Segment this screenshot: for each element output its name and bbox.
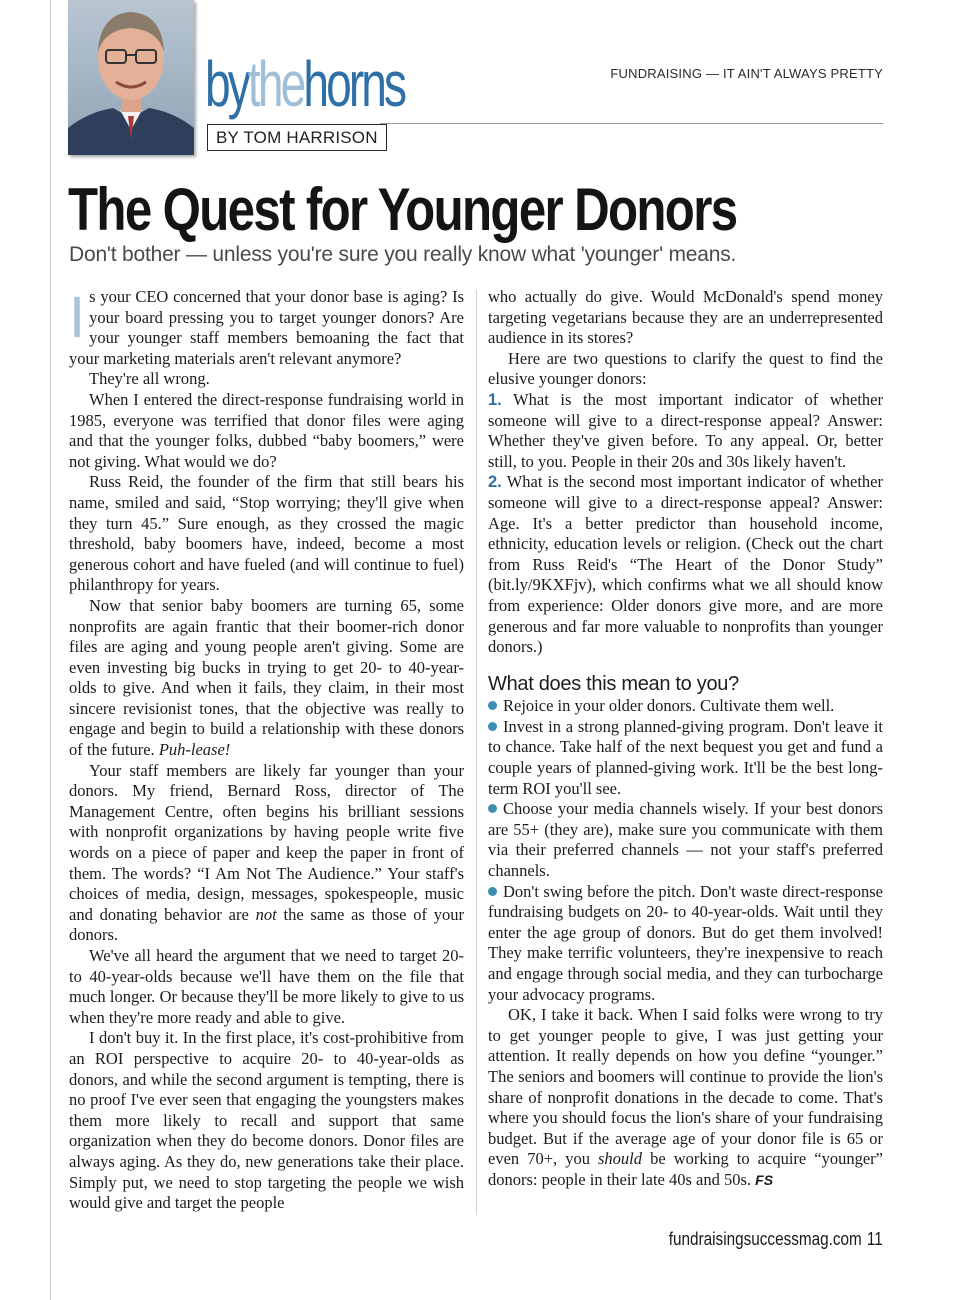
- bullet-dot-icon: [488, 804, 497, 813]
- paragraph: who actually do give. Would McDonald's spend money targeting vegetarians because they are an underrepresented audience in its stores?: [488, 287, 883, 348]
- paragraph: Here are two questions to clarify the quest to find the elusive younger donors:: [488, 348, 883, 389]
- author-portrait-illustration: [68, 0, 194, 155]
- author-photo: [68, 0, 194, 155]
- signoff-mark: FS: [755, 1171, 774, 1188]
- paragraph: We've all heard the argument that we need to target 20- to 40-year-olds because we'll have them on the file that much longer. Or because they'll be more likely to give to us when they're more ready and able to give.: [69, 946, 464, 1027]
- bullet-dot-icon: [488, 701, 497, 710]
- bullet-text: Don't swing before the pitch. Don't waste direct-response fundraising budgets on 20- to 40-year-olds. Wait until they enter the age group of donors. But do get them involved! They make terrific volunteers, they're inexpensive to reach and engage through social media, and they can turbocharge your advocacy programs.: [488, 881, 883, 1004]
- column-name-part-the: the: [247, 48, 304, 120]
- paragraph-text: the same as those of your donors.: [69, 904, 465, 945]
- paragraph: They're all wrong.: [89, 369, 210, 389]
- column-name-logo: [205, 48, 405, 120]
- column-divider: [476, 290, 477, 1215]
- paragraph-text: Your staff members are likely far younger than your donors. My friend, Bernard Ross, director of The Management Centre, often begins his brilliant sessions with nonprofit organizations by having people write five words on a piece of paper and keep the paper in front of them. The words? “I Am Not The Audience.” Your staff's choices of media, design, messages, spokespeople, music and donating behavior are: [69, 760, 464, 924]
- question-number: 1.: [488, 390, 502, 409]
- article-column-1: [69, 287, 464, 1214]
- column-name-part-horns: horns: [303, 48, 405, 120]
- article-column-2: [488, 287, 883, 1191]
- paragraph-text: OK, I take it back. When I said folks were wrong to try to get younger people to give, I was just getting your attention. It really depends on how you define “younger.” The seniors and boomers will continue to provide the lion's share of nonprofit donations in the decade to come. That's where you should focus the lion's share of your fundraising budget. But if the average age of your donor file is 65 or even 70+, you: [488, 1005, 883, 1169]
- bullet-dot-icon: [488, 887, 497, 896]
- bullet-item: [488, 696, 883, 717]
- bullet-dot-icon: [488, 722, 497, 731]
- paragraph: [69, 596, 464, 761]
- bullet-text: Rejoice in your older donors. Cultivate them well.: [503, 696, 835, 716]
- paragraph-text: be working to acquire “younger” donors: people in their late 40s and 50s.: [488, 1149, 884, 1189]
- drop-cap: I: [69, 285, 86, 350]
- question-item: [488, 472, 883, 657]
- question-item: [488, 390, 883, 472]
- bullet-item: [488, 717, 883, 799]
- article-deck: Don't bother — unless you're sure you really know what 'younger' means.: [69, 243, 737, 266]
- page-number: 11: [867, 1229, 883, 1249]
- bullet-item: [488, 799, 883, 881]
- byline: BY TOM HARRISON: [207, 124, 387, 151]
- footer-site-url: fundraisingsuccessmag.com: [668, 1229, 863, 1249]
- paragraph: [69, 287, 464, 369]
- section-subhead: What does this mean to you?: [488, 672, 739, 695]
- paragraph: [69, 761, 464, 946]
- emphasis-text: Puh-lease!: [158, 740, 231, 760]
- paragraph: When I entered the direct-response fundraising world in 1985, everyone was terrified that donor files were aging and that the younger folks, dubbed “baby boomers,” were not giving. What would we do?: [69, 389, 464, 471]
- paragraph: [488, 1005, 883, 1190]
- paragraph: Russ Reid, the founder of the firm that still bears his name, smiled and said, “Stop worrying; they'll give when they turn 45.” Sure enough, as they crossed the magic threshold, baby boomers have, indeed, become a most generous cohort and have fueled (and will continue to fuel) philanthropy for years.: [69, 472, 464, 595]
- page-footer: [669, 1229, 883, 1250]
- header-rule: [380, 123, 883, 124]
- emphasis-text: should: [598, 1149, 643, 1169]
- question-number: 2.: [488, 473, 502, 492]
- bullet-text: Choose your media channels wisely. If your best donors are 55+ (they are), make sure you communicate with them via their preferred channels — not your staff's preferred channels.: [488, 799, 883, 881]
- bullet-text: Invest in a strong planned-giving program. Don't leave it to chance. Take half of the next bequest you get and fund a couple years of planned-giving work. It'll be the best long-term ROI you'll see.: [488, 716, 883, 798]
- paragraph-text: Now that senior baby boomers are turning 65, some nonprofits are again frantic that their boomer-rich donor files are aging and young people aren't giving. Some are even investing big bucks in trying to get 20- to 40-year-olds to give. And when it fails, they claim, in their most sincere revisionist tones, that the objective was really to engage and begin to build a relationship with these donors of the future.: [69, 595, 464, 760]
- paragraph-text: s your CEO concerned that your donor base is aging? Is your board pressing you to target younger donors? Are your younger staff members bemoaning the fact that your marketing materials aren't relevant anymore?: [69, 287, 464, 368]
- bullet-item: [488, 882, 883, 1006]
- emphasis-text: not: [255, 904, 277, 924]
- question-text: What is the most important indicator of whether someone will give to a direct-response appeal? Answer: Whether they've given before. To any appeal. Or, better still, to you. People in their 20s and 30s likely haven't.: [488, 389, 883, 471]
- section-kicker: FUNDRAISING — IT AIN'T ALWAYS PRETTY: [610, 66, 883, 81]
- page-margin-rule: [50, 0, 51, 1300]
- article-headline: The Quest for Younger Donors: [68, 176, 737, 243]
- column-name-part-by: by: [205, 48, 248, 120]
- question-text: What is the second most important indicator of whether someone will give to a direct-response appeal? Answer: Age. It's a better predictor than household income, ethnicity, education levels or religion. (Check out the chart from Russ Reid's “The Heart of the Donor Study” (bit.ly/9KXFjv), which confirms what we all should know from experience: Older donors give more, and are more generous and far more valuable to nonprofits than younger donors.): [488, 472, 883, 657]
- paragraph: I don't buy it. In the first place, it's cost-prohibitive from an ROI perspective to acquire 20- to 40-year-olds as donors, and while the second argument is tempting, there is no proof I've ever seen that engaging the youngsters makes them more likely to recall and support that same organization when they do become donors. Donor files are always aging. As they do, new generations take their place. Simply put, we need to stop targeting the people we wish would give and target the people: [69, 1028, 464, 1213]
